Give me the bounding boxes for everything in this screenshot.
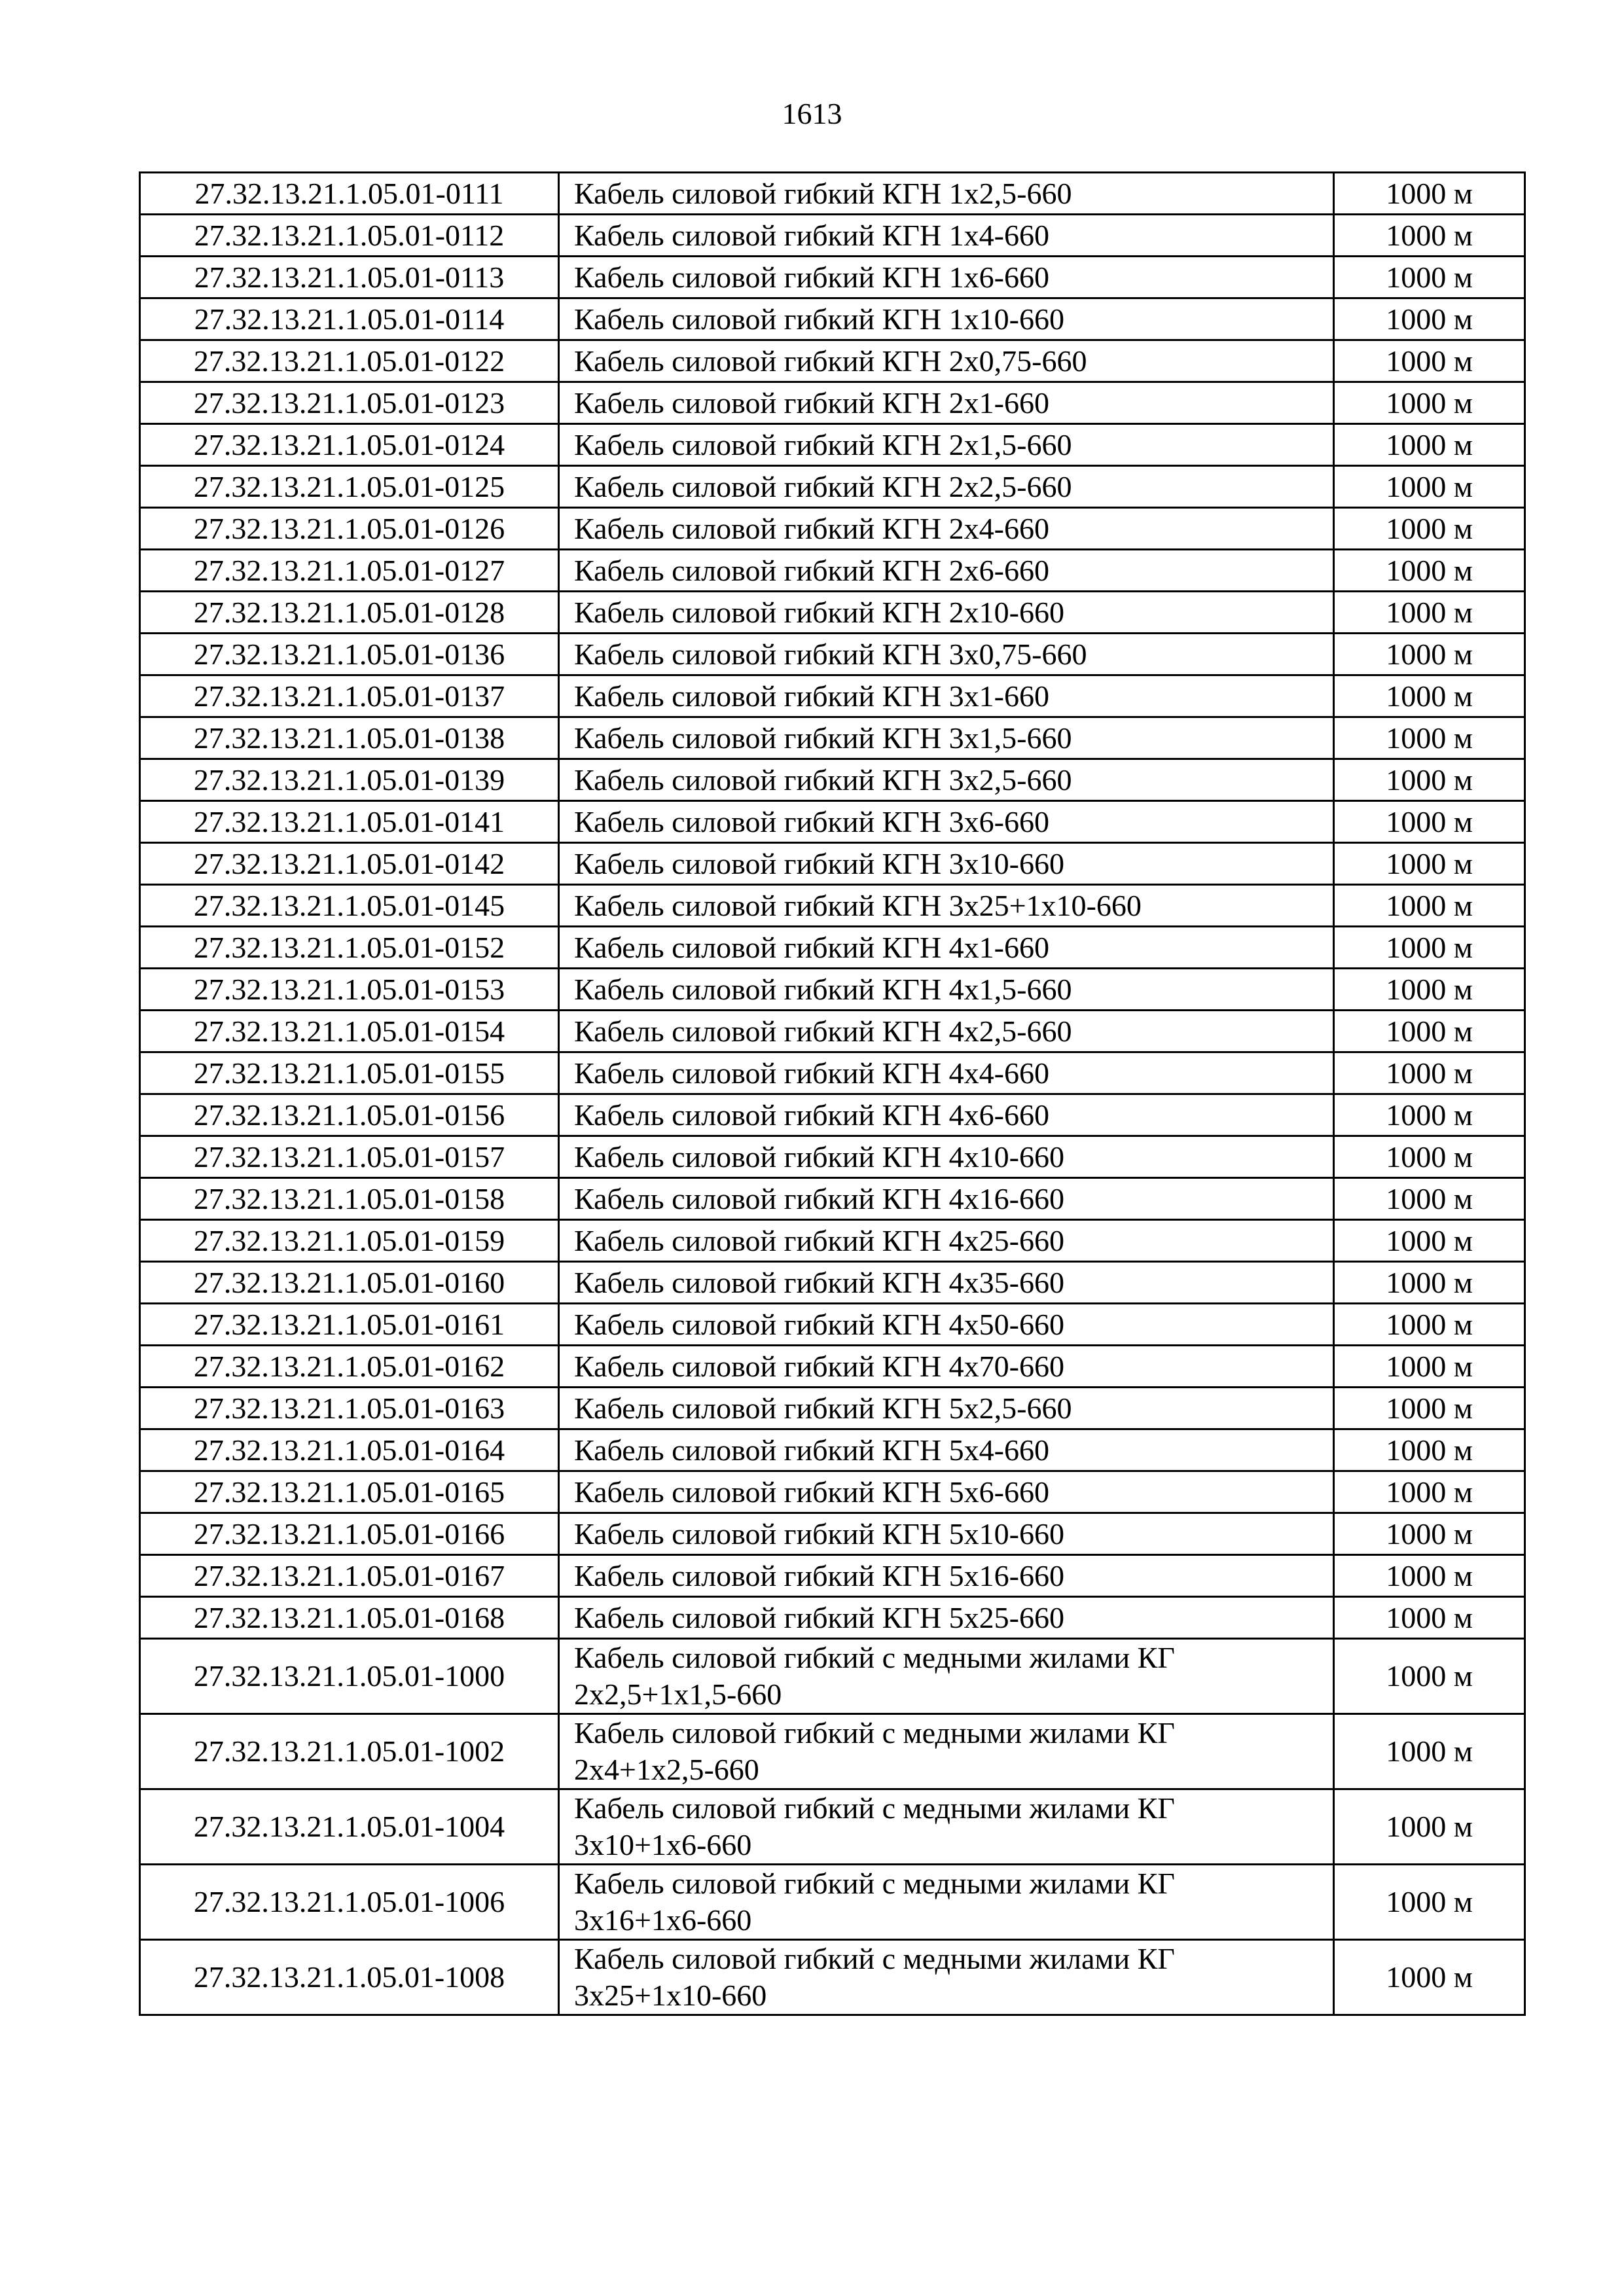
table-row [140,801,1525,843]
resource-code: 27.32.13.21.1.05.01-0166 [140,1513,559,1555]
resource-name: Кабель силовой гибкий КГН 4x6-660 [559,1094,1334,1136]
resource-code: 27.32.13.21.1.05.01-0136 [140,634,559,675]
table-body [140,173,1525,2015]
resource-name: Кабель силовой гибкий КГН 3x6-660 [559,801,1334,843]
table-row [140,1388,1525,1429]
table-row [140,1639,1525,1714]
resource-code: 27.32.13.21.1.05.01-0153 [140,969,559,1011]
resource-name: Кабель силовой гибкий КГН 4x10-660 [559,1136,1334,1178]
table-row [140,1555,1525,1597]
unit-of-measure: 1000 м [1334,1429,1525,1471]
table-row [140,1789,1525,1865]
table-row [140,1429,1525,1471]
unit-of-measure: 1000 м [1334,1789,1525,1865]
resource-code: 27.32.13.21.1.05.01-0139 [140,759,559,801]
resource-name-line: 3x25+1x10-660 [574,1979,767,2012]
resource-code: 27.32.13.21.1.05.01-0137 [140,675,559,717]
table-row [140,298,1525,340]
resource-name: Кабель силовой гибкий КГН 2x10-660 [559,592,1334,634]
resource-name-line: 2x4+1x2,5-660 [574,1753,759,1786]
resource-name: Кабель силовой гибкий КГН 4x1-660 [559,927,1334,969]
unit-of-measure: 1000 м [1334,1262,1525,1304]
resource-code: 27.32.13.21.1.05.01-0155 [140,1052,559,1094]
table-row [140,1597,1525,1639]
table-row [140,969,1525,1011]
table-row [140,257,1525,298]
resource-name: Кабель силовой гибкий КГН 4x50-660 [559,1304,1334,1346]
table-row [140,173,1525,215]
resource-code: 27.32.13.21.1.05.01-0161 [140,1304,559,1346]
resource-code: 27.32.13.21.1.05.01-0163 [140,1388,559,1429]
unit-of-measure: 1000 м [1334,257,1525,298]
resource-code: 27.32.13.21.1.05.01-1000 [140,1639,559,1714]
resource-name-line: Кабель силовой гибкий с медными жилами КГ [574,1791,1175,1825]
resource-name: Кабель силовой гибкий КГН 2x0,75-660 [559,340,1334,382]
unit-of-measure: 1000 м [1334,592,1525,634]
table-row [140,675,1525,717]
resource-name-line: 3x10+1x6-660 [574,1828,752,1861]
resource-name: Кабель силовой гибкий КГН 2x1,5-660 [559,424,1334,466]
table-row [140,1304,1525,1346]
unit-of-measure: 1000 м [1334,969,1525,1011]
resource-name: Кабель силовой гибкий КГН 2x2,5-660 [559,466,1334,508]
resource-name: Кабель силовой гибкий КГН 4x25-660 [559,1220,1334,1262]
resource-name: Кабель силовой гибкий КГН 2x1-660 [559,382,1334,424]
resource-name [559,1865,1334,1940]
table-row [140,1052,1525,1094]
resource-code: 27.32.13.21.1.05.01-0111 [140,173,559,215]
resource-name: Кабель силовой гибкий КГН 2x6-660 [559,550,1334,592]
table-row [140,634,1525,675]
resource-code: 27.32.13.21.1.05.01-0162 [140,1346,559,1388]
unit-of-measure: 1000 м [1334,1865,1525,1940]
table-row [140,1865,1525,1940]
unit-of-measure: 1000 м [1334,1555,1525,1597]
resource-code: 27.32.13.21.1.05.01-1002 [140,1714,559,1789]
table-row [140,215,1525,257]
unit-of-measure: 1000 м [1334,1346,1525,1388]
resource-code: 27.32.13.21.1.05.01-0112 [140,215,559,257]
resource-name-line: 2x2,5+1x1,5-660 [574,1677,782,1711]
resource-code: 27.32.13.21.1.05.01-0168 [140,1597,559,1639]
table-row [140,1178,1525,1220]
resource-code: 27.32.13.21.1.05.01-0167 [140,1555,559,1597]
resource-name: Кабель силовой гибкий КГН 2x4-660 [559,508,1334,550]
resource-name [559,1940,1334,2015]
resource-code: 27.32.13.21.1.05.01-0125 [140,466,559,508]
table-row [140,885,1525,927]
table-row [140,1471,1525,1513]
unit-of-measure: 1000 м [1334,927,1525,969]
resource-name: Кабель силовой гибкий КГН 3x1,5-660 [559,717,1334,759]
resource-code: 27.32.13.21.1.05.01-0141 [140,801,559,843]
unit-of-measure: 1000 м [1334,466,1525,508]
table-row [140,717,1525,759]
resource-name: Кабель силовой гибкий КГН 4x35-660 [559,1262,1334,1304]
resource-name: Кабель силовой гибкий КГН 5x4-660 [559,1429,1334,1471]
unit-of-measure: 1000 м [1334,424,1525,466]
table-row [140,508,1525,550]
unit-of-measure: 1000 м [1334,1940,1525,2015]
unit-of-measure: 1000 м [1334,675,1525,717]
resource-code: 27.32.13.21.1.05.01-0164 [140,1429,559,1471]
unit-of-measure: 1000 м [1334,1714,1525,1789]
resource-code: 27.32.13.21.1.05.01-0142 [140,843,559,885]
table-row [140,1011,1525,1052]
resource-name: Кабель силовой гибкий КГН 1x6-660 [559,257,1334,298]
unit-of-measure: 1000 м [1334,215,1525,257]
resource-code: 27.32.13.21.1.05.01-0165 [140,1471,559,1513]
unit-of-measure: 1000 м [1334,173,1525,215]
resource-name: Кабель силовой гибкий КГН 3x10-660 [559,843,1334,885]
unit-of-measure: 1000 м [1334,1094,1525,1136]
resource-name [559,1714,1334,1789]
table-row [140,1220,1525,1262]
resource-code: 27.32.13.21.1.05.01-0123 [140,382,559,424]
resource-name: Кабель силовой гибкий КГН 3x1-660 [559,675,1334,717]
resource-code: 27.32.13.21.1.05.01-0126 [140,508,559,550]
resource-name [559,1639,1334,1714]
resource-name: Кабель силовой гибкий КГН 4x4-660 [559,1052,1334,1094]
resource-name: Кабель силовой гибкий КГН 1x10-660 [559,298,1334,340]
table-row [140,1940,1525,2015]
resource-name-line: Кабель силовой гибкий с медными жилами КГ [574,1716,1175,1749]
table-row [140,759,1525,801]
resource-code: 27.32.13.21.1.05.01-0160 [140,1262,559,1304]
resource-code: 27.32.13.21.1.05.01-0122 [140,340,559,382]
unit-of-measure: 1000 м [1334,1597,1525,1639]
unit-of-measure: 1000 м [1334,885,1525,927]
table-row [140,1094,1525,1136]
unit-of-measure: 1000 м [1334,1471,1525,1513]
table-row [140,843,1525,885]
resource-name: Кабель силовой гибкий КГН 5x10-660 [559,1513,1334,1555]
unit-of-measure: 1000 м [1334,717,1525,759]
unit-of-measure: 1000 м [1334,340,1525,382]
resource-code: 27.32.13.21.1.05.01-0124 [140,424,559,466]
table-row [140,1346,1525,1388]
resource-name: Кабель силовой гибкий КГН 5x2,5-660 [559,1388,1334,1429]
table-row [140,592,1525,634]
resource-code: 27.32.13.21.1.05.01-0113 [140,257,559,298]
unit-of-measure: 1000 м [1334,1220,1525,1262]
resource-code: 27.32.13.21.1.05.01-0152 [140,927,559,969]
resource-code: 27.32.13.21.1.05.01-0156 [140,1094,559,1136]
table-row [140,424,1525,466]
unit-of-measure: 1000 м [1334,298,1525,340]
unit-of-measure: 1000 м [1334,634,1525,675]
resource-code: 27.32.13.21.1.05.01-0154 [140,1011,559,1052]
unit-of-measure: 1000 м [1334,1388,1525,1429]
resource-name: Кабель силовой гибкий КГН 5x16-660 [559,1555,1334,1597]
resource-name-line: Кабель силовой гибкий с медными жилами КГ [574,1942,1175,1975]
table-row [140,1262,1525,1304]
table-row [140,550,1525,592]
unit-of-measure: 1000 м [1334,1011,1525,1052]
resource-code: 27.32.13.21.1.05.01-0138 [140,717,559,759]
unit-of-measure: 1000 м [1334,382,1525,424]
resource-name-line: 3x16+1x6-660 [574,1903,752,1937]
resource-code: 27.32.13.21.1.05.01-0145 [140,885,559,927]
page-number: 1613 [782,97,842,130]
resource-name: Кабель силовой гибкий КГН 5x25-660 [559,1597,1334,1639]
resource-name: Кабель силовой гибкий КГН 4x1,5-660 [559,969,1334,1011]
table-row [140,466,1525,508]
unit-of-measure: 1000 м [1334,1052,1525,1094]
unit-of-measure: 1000 м [1334,1513,1525,1555]
unit-of-measure: 1000 м [1334,801,1525,843]
unit-of-measure: 1000 м [1334,508,1525,550]
resource-code: 27.32.13.21.1.05.01-0159 [140,1220,559,1262]
unit-of-measure: 1000 м [1334,1639,1525,1714]
resource-code: 27.32.13.21.1.05.01-1004 [140,1789,559,1865]
resource-name: Кабель силовой гибкий КГН 4x2,5-660 [559,1011,1334,1052]
resource-code: 27.32.13.21.1.05.01-0128 [140,592,559,634]
resource-code: 27.32.13.21.1.05.01-1006 [140,1865,559,1940]
resource-name: Кабель силовой гибкий КГН 5x6-660 [559,1471,1334,1513]
unit-of-measure: 1000 м [1334,1136,1525,1178]
resource-name [559,1789,1334,1865]
resource-code: 27.32.13.21.1.05.01-0114 [140,298,559,340]
unit-of-measure: 1000 м [1334,550,1525,592]
table-row [140,927,1525,969]
unit-of-measure: 1000 м [1334,1304,1525,1346]
resource-name: Кабель силовой гибкий КГН 1x2,5-660 [559,173,1334,215]
resource-name: Кабель силовой гибкий КГН 4x16-660 [559,1178,1334,1220]
table-row [140,1714,1525,1789]
resource-code: 27.32.13.21.1.05.01-0157 [140,1136,559,1178]
table-row [140,382,1525,424]
resource-name: Кабель силовой гибкий КГН 1x4-660 [559,215,1334,257]
resource-name: Кабель силовой гибкий КГН 3x2,5-660 [559,759,1334,801]
resource-name: Кабель силовой гибкий КГН 3x0,75-660 [559,634,1334,675]
table-row [140,340,1525,382]
resource-name: Кабель силовой гибкий КГН 3x25+1x10-660 [559,885,1334,927]
table-row [140,1513,1525,1555]
resource-table [139,171,1526,2016]
resource-code: 27.32.13.21.1.05.01-0158 [140,1178,559,1220]
resource-name: Кабель силовой гибкий КГН 4x70-660 [559,1346,1334,1388]
table-row [140,1136,1525,1178]
unit-of-measure: 1000 м [1334,759,1525,801]
resource-code: 27.32.13.21.1.05.01-1008 [140,1940,559,2015]
unit-of-measure: 1000 м [1334,1178,1525,1220]
unit-of-measure: 1000 м [1334,843,1525,885]
resource-code: 27.32.13.21.1.05.01-0127 [140,550,559,592]
resource-name-line: Кабель силовой гибкий с медными жилами КГ [574,1641,1175,1674]
resource-name-line: Кабель силовой гибкий с медными жилами КГ [574,1867,1175,1900]
